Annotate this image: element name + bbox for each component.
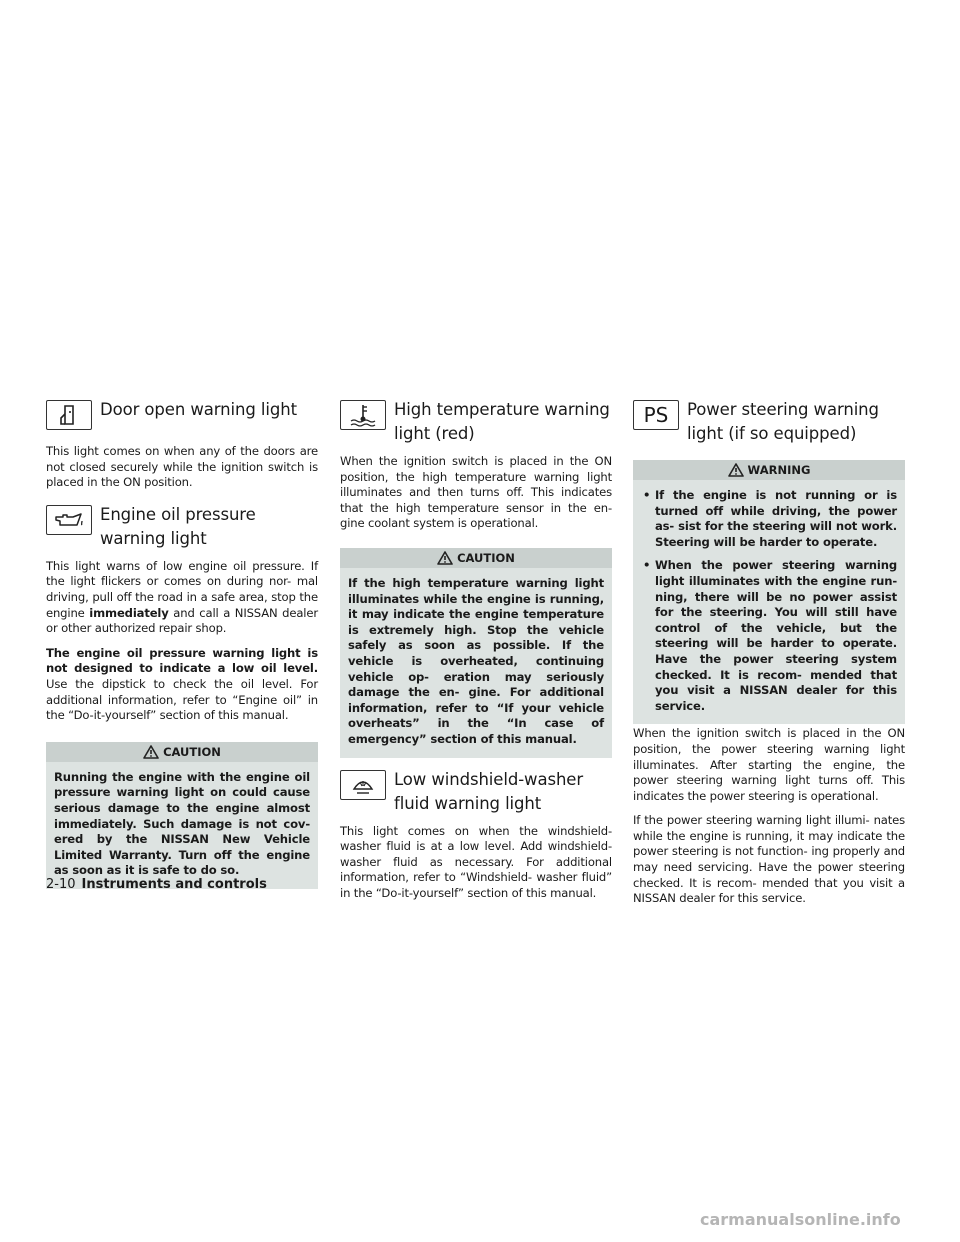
temp-title-line-1: High temperature warning	[394, 400, 610, 419]
column-3	[633, 398, 905, 916]
ps-title-line-1: Power steering warning	[687, 400, 879, 419]
ps-warning-list	[641, 488, 897, 714]
door-open-body: This light comes on when any of the doors are not closed securely while the ignition switch is placed in the ON position.	[46, 444, 318, 490]
ps-title-line-2: light (if so equipped)	[687, 424, 857, 443]
ps-warning-item: • If the engine is not running or is turned off while driving, the power as- sist for the steering will not work. Steering will be harder to operate.	[643, 488, 897, 549]
temp-body: When the ignition switch is placed in the ON position, the high temperature warning light illuminates and then turns off. This indicates that the high temperature sensor in the en- gine coolant system is operational.	[340, 454, 612, 531]
temp-caution-header	[340, 548, 612, 568]
ps-warning-box	[633, 460, 905, 724]
oil-body-2-text: Use the dipstick to check the oil level. For additional information, refer to “Engine oil” in the “Do-it-yourself” section of this manual.	[46, 676, 318, 723]
oil-can-icon	[46, 505, 92, 535]
washer-body: This light comes on when the windshield- washer fluid is at a low level. Add windshield-washer fluid as necessary. For additional information, refer to “Windshield- washer fluid” in the “Do-it-yourself” section of this manual.	[340, 823, 612, 900]
ps-warning-item-text: When the power steering warning light illuminates with the engine run- ning, there will be no power assist for the steering. You will still have control of the vehicle, but the steering will be harder to operate. Have the power steering system checked. It is recom- mended that you visit a NISSAN dealer for this service.	[655, 558, 897, 713]
ps-warning-item: • When the power steering warning light illuminates with the engine run- ning, there will be no power assist for the steering. You will still have control of the vehicle, but the steering will be harder to operate. Have the power steering system checked. It is recom- mended that you visit a NISSAN dealer for this service.	[643, 558, 897, 713]
washer-fluid-icon	[340, 770, 386, 800]
oil-heading	[46, 503, 318, 551]
column-2	[340, 398, 612, 910]
oil-body-2-emphasis: The engine oil pressure warning light is not designed to indicate a low oil level.	[46, 645, 318, 676]
coolant-temperature-icon	[340, 400, 386, 430]
oil-body-1	[46, 559, 318, 637]
temp-title-line-2: light (red)	[394, 424, 475, 443]
oil-body-2	[46, 646, 318, 724]
power-steering-icon	[633, 400, 679, 430]
oil-body-1-emphasis: immediately	[89, 605, 169, 620]
ps-warning-header	[633, 460, 905, 480]
door-open-icon	[46, 400, 92, 430]
watermark: carmanualsonline.info	[700, 1210, 901, 1229]
warning-triangle-icon	[437, 551, 453, 565]
oil-title-line-1: Engine oil pressure	[100, 504, 256, 524]
door-open-heading	[46, 398, 318, 436]
warning-triangle-icon	[728, 463, 744, 477]
temp-caution-box	[340, 548, 612, 758]
ps-body-2: If the power steering warning light illumi- nates while the engine is running, it may indicate the power steering is not function- ing properly and may need servicing. Have the power steering checked. It is recom- mended that you visit a NISSAN dealer for this service.	[633, 813, 905, 906]
oil-title-line-2: warning light	[100, 528, 207, 548]
washer-title-line-2: fluid warning light	[394, 793, 542, 813]
washer-heading	[340, 768, 612, 816]
washer-title-line-1: Low windshield-washer	[394, 769, 584, 789]
oil-caution-box	[46, 742, 318, 889]
page-footer	[46, 877, 267, 892]
power-steering-icon-text: PS	[643, 403, 669, 427]
oil-caution-header	[46, 742, 318, 762]
ps-warning-label: WARNING	[747, 463, 811, 477]
ps-warning-item-text: If the engine is not running or is turned off while driving, the power as- sist for the steering will not work. Steering will be harder to operate.	[655, 488, 897, 549]
temp-caution-text: If the high temperature warning light illuminates while the engine is running, it may indicate the engine temperature is extremely high. Stop the vehicle safely as soon as possible. If the vehicle is overheated, continuing vehicle op- eration may seriously damage the en- gine. For additional information, refer to “If your vehicle overheats” in the “In case of emergency” section of this manual.	[348, 575, 604, 746]
door-open-title-text: Door open warning light	[100, 400, 297, 419]
ps-heading	[633, 398, 905, 446]
temp-heading	[340, 398, 612, 446]
chapter-title: Instruments and controls	[81, 877, 267, 892]
ps-body-1: When the ignition switch is placed in the ON position, the power steering warning light illuminates. After starting the engine, the power steering warning light turns off. This indicates the power steering is operational.	[633, 726, 905, 803]
oil-caution-label: CAUTION	[163, 744, 221, 759]
oil-body-1-tail: and call a NISSAN dealer or other authorized repair shop.	[46, 605, 318, 636]
oil-caution-text: Running the engine with the engine oil pressure warning light on could cause serious damage to the engine almost immediately. Such damage is not cov- ered by the NISSAN New Vehicle Limited Warranty. Turn off the engine as soon as it is safe to do so.	[54, 769, 310, 878]
warning-triangle-icon	[143, 745, 159, 759]
temp-caution-label: CAUTION	[457, 550, 515, 565]
oil-body-1-text: This light warns of low engine oil pressure. If the light flickers or comes on during nor- mal driving, pull off the road in a safe area, stop the engine	[46, 558, 318, 620]
page-number: 2-10	[46, 877, 76, 892]
column-1	[46, 398, 318, 899]
